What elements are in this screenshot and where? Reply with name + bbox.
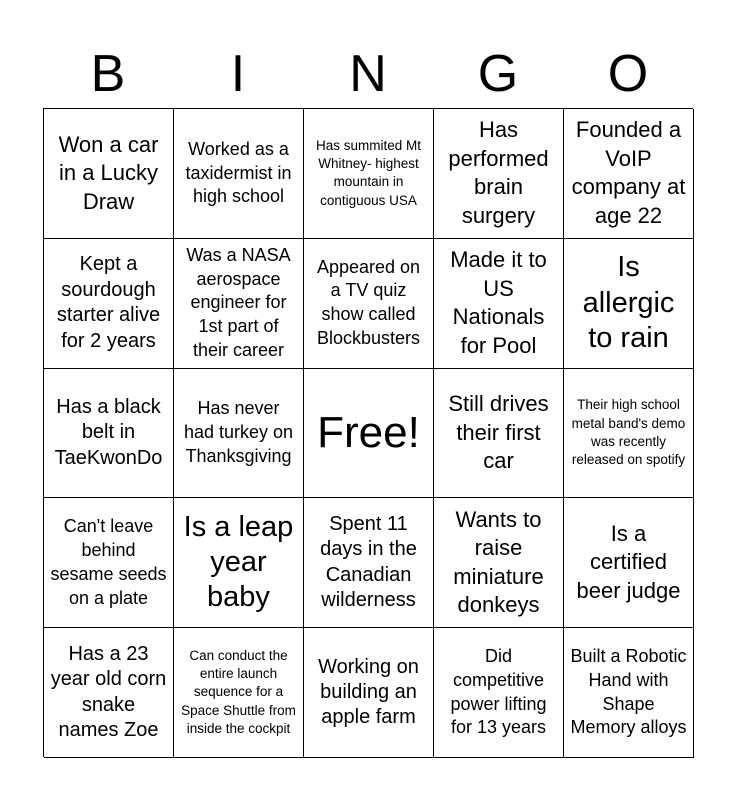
bingo-cell[interactable] [304, 239, 434, 369]
bingo-cell[interactable] [174, 369, 304, 499]
bingo-cell[interactable] [564, 498, 694, 628]
header-letter-i: I [230, 45, 246, 103]
cell-text: Spent 11 days in the Canadian wilderness [320, 513, 417, 612]
bingo-cell[interactable] [174, 498, 304, 628]
cell-text: Appeared on a TV quiz show called Blockbusters [316, 256, 421, 348]
header-letter-o: O [607, 45, 649, 103]
cell-text: Can conduct the entire launch sequence for a Space Shuttle from inside the cockpit [181, 647, 296, 737]
bingo-cell[interactable] [304, 109, 434, 239]
cell-text: Still drives their first car [448, 391, 549, 474]
cell-text: Working on building an apple farm [318, 655, 419, 729]
free-space-cell[interactable] [304, 369, 434, 499]
cell-text: Won a car in a Lucky Draw [58, 131, 159, 214]
bingo-cell[interactable] [434, 628, 564, 758]
header-letter-n: N [349, 45, 387, 103]
bingo-cell[interactable] [174, 628, 304, 758]
bingo-cell[interactable] [564, 369, 694, 499]
bingo-cell[interactable] [564, 109, 694, 239]
bingo-cell[interactable] [304, 628, 434, 758]
bingo-cell[interactable] [434, 109, 564, 239]
cell-text: Built a Robotic Hand with Shape Memory alloys [570, 646, 687, 738]
free-space-text: Free! [317, 407, 420, 457]
header-letter-g: G [477, 45, 519, 103]
bingo-cell[interactable] [44, 628, 174, 758]
cell-text: Has a black belt in TaeKwonDo [54, 395, 163, 469]
cell-text: Can't leave behind sesame seeds on a plate [50, 516, 167, 608]
bingo-cell[interactable] [44, 498, 174, 628]
bingo-cell[interactable] [174, 109, 304, 239]
cell-text: Has performed brain surgery [448, 117, 549, 228]
bingo-cell[interactable] [434, 498, 564, 628]
bingo-cell[interactable] [44, 369, 174, 499]
cell-text: Is a certified beer judge [576, 520, 681, 604]
cell-text: Wants to raise miniature donkeys [453, 506, 544, 618]
cell-text: Has never had turkey on Thanksgiving [183, 398, 294, 466]
bingo-cell[interactable] [44, 109, 174, 239]
cell-text: Founded a VoIP company at age 22 [571, 117, 686, 228]
cell-text: Made it to US Nationals for Pool [450, 247, 547, 358]
bingo-grid [43, 108, 693, 757]
bingo-cell[interactable] [564, 239, 694, 369]
cell-text: Their high school metal band's demo was recently released on spotify [571, 397, 686, 468]
cell-text: Did competitive power lifting for 13 years [450, 646, 547, 738]
cell-text: Is allergic to rain [582, 251, 675, 354]
bingo-cell[interactable] [304, 498, 434, 628]
cell-text: Worked as a taxidermist in high school [185, 138, 292, 207]
bingo-cell[interactable] [564, 628, 694, 758]
cell-text: Has a 23 year old corn snake names Zoe [50, 642, 167, 741]
bingo-cell[interactable] [174, 239, 304, 369]
bingo-cell[interactable] [44, 239, 174, 369]
cell-text: Kept a sourdough starter alive for 2 years [56, 253, 161, 352]
cell-text: Was a NASA aerospace engineer for 1st part of their career [186, 244, 291, 360]
header-letter-b: B [90, 45, 126, 103]
bingo-header [43, 40, 693, 108]
bingo-cell[interactable] [434, 369, 564, 499]
cell-text: Is a leap year baby [183, 510, 294, 614]
cell-text: Has summited Mt Whitney- highest mountain in contiguous USA [315, 137, 422, 208]
bingo-cell[interactable] [434, 239, 564, 369]
